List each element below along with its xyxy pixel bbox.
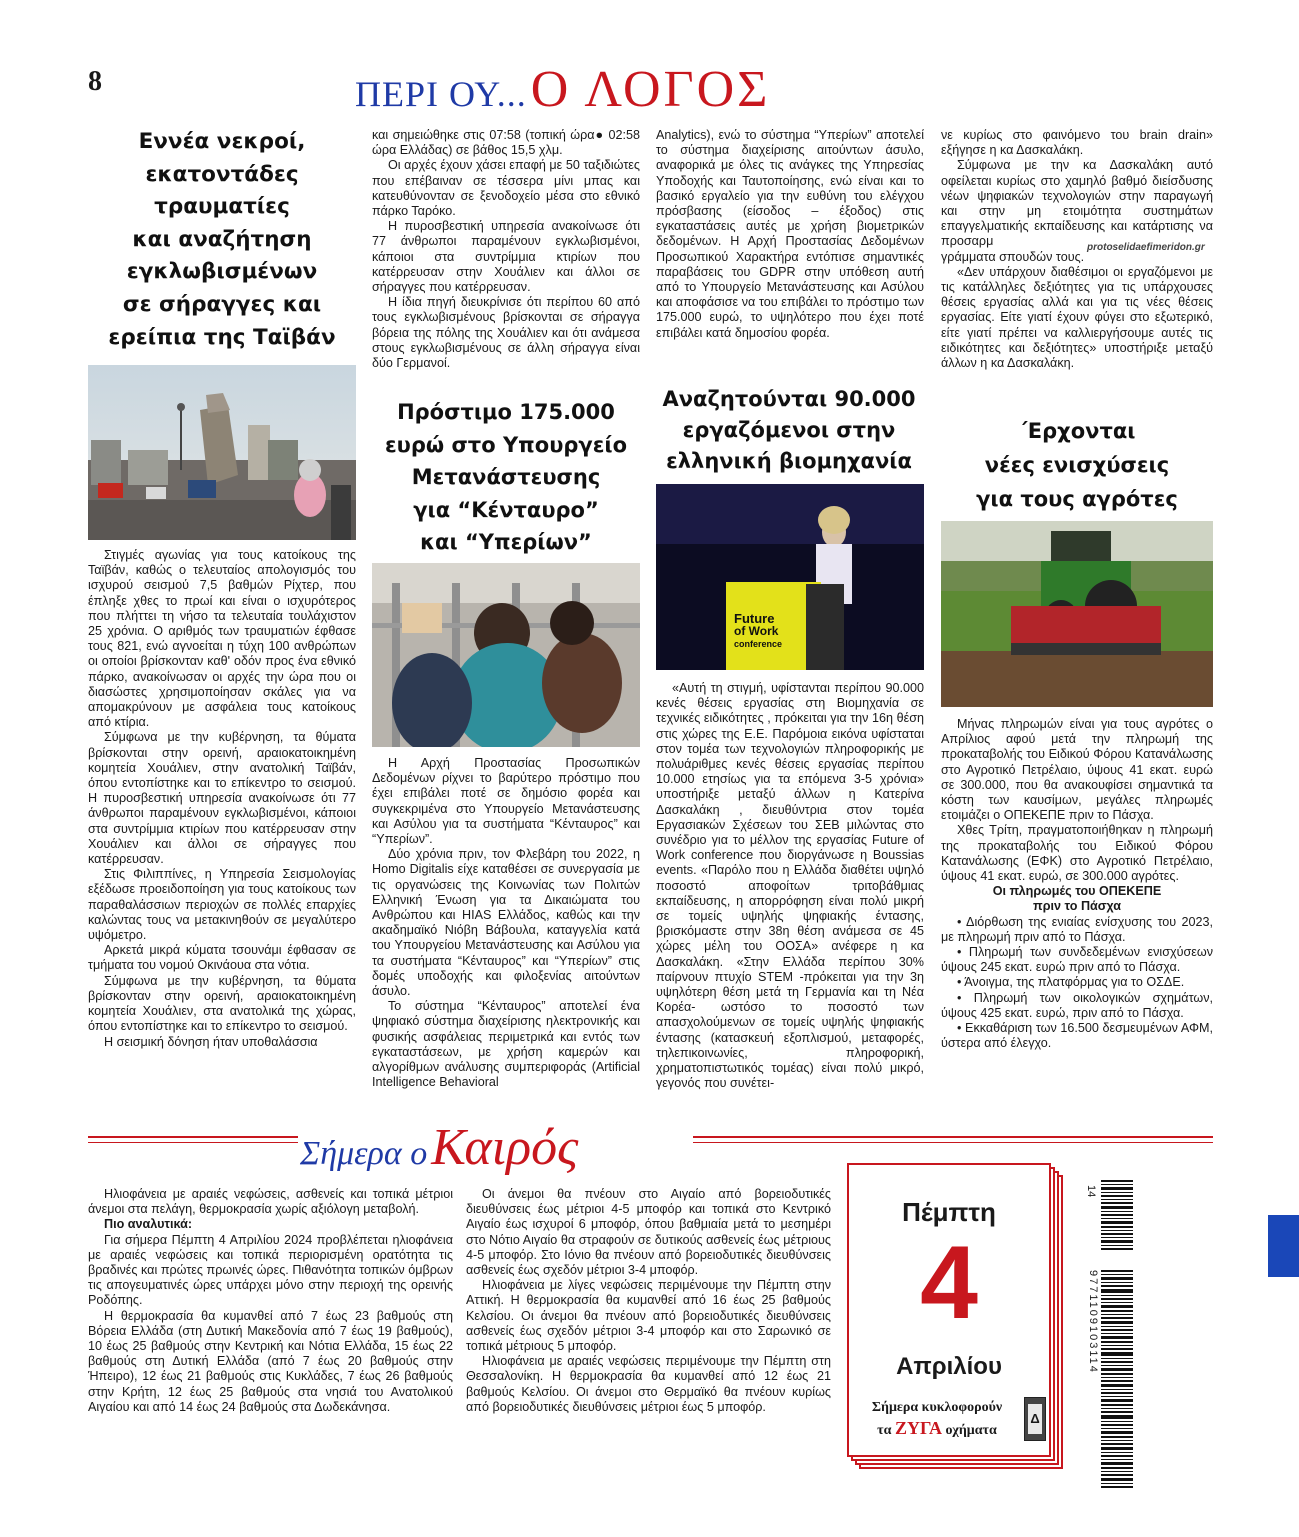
fine-body <box>372 756 640 1108</box>
paragraph: Η ίδια πηγή διευκρίνισε ότι περίπου 60 από τους εγκλωβισμένους βρίσκονται σε σήραγγα βόρεια της πόλης της Χουάλιεν και ότι ανάμεσα στους εγκλωβισμένους σε άλλη σήραγγα είναι δύο Γερμανοί. <box>372 295 640 371</box>
weather-right <box>466 1187 831 1487</box>
weather-left <box>88 1187 453 1487</box>
paragraph: Στιγμές αγωνίας για τους κατοίκους της Ταϊβάν, καθώς ο τελευταίος απολογισμός του ισχυρού σεισμού 7,5 βαθμών Ρίχτερ, που έπληξε χθες το πρωί και είναι ο ισχυρότερος που πλήττει τη νήσο τα τελευταία τουλάχιστον 25 χρόνια. Ο αριθμός των τραυματιών έφθασε τους 821, ενώ αγνοείται η τύχη 100 ανθρώπων οι οποίοι βρίσκονταν καθ' οδόν προς ένα εθνικό πάρκο, ανακοίνωσαν οι αρχές την ώρα που οι διασώστες χρησιμοποίησαν σκάλες για να απομακρύνουν με ασφάλεια τους κατοίκους από κτίρια. <box>88 548 356 730</box>
paragraph: Το σύστημα “Κένταυρος” αποτελεί ένα ψηφιακό σύστημα διαχείρισης ηλεκτρονικής και φυσικής ασφάλειας περιμετρικά και εντός των εγκαταστάσεων, με χρήση καμερών και αλγορίθμων ανάλυσης συμπεριφοράς (Artificial Intelligence Behavioral <box>372 999 640 1090</box>
subhead: Πιο αναλυτικά: <box>104 1217 193 1232</box>
bullet-item: • Εκκαθάριση των 16.500 δεσμευμένων ΑΦΜ, ύστερα από έλεγχο. <box>941 1021 1213 1051</box>
workers-headline <box>648 384 930 477</box>
headline-line: νέες ενισχύσεις <box>984 453 1170 477</box>
masthead-big: Ο ΛΟΓΟΣ <box>530 61 771 118</box>
paragraph: νε κυρίως στο φαινόμενο του brain drain» εξήγησε η κα Δασκαλάκη. <box>941 128 1213 158</box>
workers-continued <box>941 128 1213 398</box>
page-number: 8 <box>88 66 102 97</box>
masthead <box>355 60 955 118</box>
bullet-item: • Πληρωμή των συνδεδεμένων ενισχύσεων ύψους 245 εκατ. ευρώ πριν από το Πάσχα. <box>941 945 1213 975</box>
headline-line: Αναζητούνται 90.000 <box>662 387 916 411</box>
taiwan-headline <box>88 126 356 354</box>
paragraph: γράμματα σπουδών τους. <box>941 249 1085 264</box>
paragraph: Στις Φιλιππίνες, η Υπηρεσία Σεισμολογίας εξέδωσε προειδοποίηση για τους κατοίκους των παραθαλάσσιων περιοχών σε πολλές επαρχίες καλώντας τους να μετακινηθούν σε μεγαλύτερο υψόμετρο. <box>88 867 356 943</box>
paragraph: Ηλιοφάνεια με αραιές νεφώσεις περιμένουμε την Πέμπτη στη Θεσσαλονίκη. Η θερμοκρασία θα κυμανθεί από 12 έως 21 βαθμούς Κελσίου. Οι άνεμοι στο Θερμαϊκό θα πνέουν κυρίως από βορειοδυτικές διευθύνσεις μέτριοι έως 5 μποφόρ. <box>466 1354 831 1414</box>
conference-caption <box>734 612 819 651</box>
side-tab <box>1268 1215 1299 1277</box>
headline-line: ευρώ στο Υπουργείο <box>384 432 628 457</box>
weather-rule-left <box>88 1136 298 1138</box>
plates-line: Σήμερα κυκλοφορούν <box>871 1400 1003 1415</box>
bullet-item: • Πληρωμή των οικολογικών σχημάτων, ύψους 425 εκατ. ευρώ, πριν από το Πάσχα. <box>941 990 1213 1020</box>
plates-prefix: τα <box>877 1423 892 1438</box>
barcode <box>1085 1170 1135 1500</box>
taiwan-photo <box>88 365 356 540</box>
headline-line: Μετανάστευσης <box>411 465 601 490</box>
paragraph: Η Αρχή Προστασίας Προσωπικών Δεδομένων ρίχνει το βαρύτερο πρόστιμο που έχει επιβάλει ποτέ σε δημόσιο φορέα και συγκεκριμένα στο Υπουργείο Μετανάστευσης και Ασύλου για τα συστήματα “Κένταυρος” και “Υπερίων”. <box>372 756 640 847</box>
caption-line: Future <box>734 611 775 626</box>
paragraph: Σύμφωνα με την κυβέρνηση, τα θύματα βρίσκονται στην ορεινή, αραιοκατοικημένη κομητεία Χουάλιεν, στην ανατολική Ταϊβάν, όπου εντοπίστηκε και το επίκεντρο το σεισμού. Η πυροσβεστική υπηρεσία ανακοίνωσε ότι 77 άνθρωποι παραμένουν εγκλωβισμένοι, κάποιοι στα συντρίμμια κτιρίων που κατέρρευσαν στην Χουάλιεν και άλλοι σε σήραγγες που κατέρρευσαν. <box>88 730 356 867</box>
headline-line: εργαζόμενοι στην <box>682 418 896 442</box>
fine-headline <box>372 396 640 559</box>
masthead-small: ΠΕΡΙ ΟΥ... <box>355 74 527 114</box>
farmers-body <box>941 717 1213 1107</box>
paragraph: Χθες Τρίτη, πραγματοποιήθηκαν η πληρωμή της προκαταβολής του Ειδικού Φόρου Κατανάλωσης (ΕΦΚ) στο Αγροτικό Πετρέλαιο, ύψους 41 εκατ. ευρώ, σε 300.000 αγρότες. <box>941 823 1213 884</box>
fine-photo <box>372 563 640 747</box>
paragraph: Αρκετά μικρά κύματα τσουνάμι έφθασαν σε τμήματα του νομού Οκινάουα στα νότια. <box>88 943 356 973</box>
weather-rule-right <box>693 1136 1213 1138</box>
farmers-headline <box>941 414 1213 516</box>
headline-line: ελληνική βιομηχανία <box>666 449 912 473</box>
headline-line: εκατοντάδες <box>145 161 299 187</box>
calendar-day: 4 <box>920 1225 978 1341</box>
subhead: Οι πληρωμές του ΟΠΕΚΕΠΕ <box>992 884 1162 899</box>
watermark: protoselidaefimeridon.gr <box>1087 242 1205 253</box>
caption-line: of Work <box>734 624 779 638</box>
headline-line: και “Υπερίων” <box>420 530 592 555</box>
paragraph: Σύμφωνα με την κα Δασκαλάκη αυτό οφείλεται κυρίως στο χαμηλό βαθμό διείσδυσης νέων ψηφιακών τεχνολογιών στην παραγωγή και στην μη ετοιμότητα συστημάτων επαγγελματικής εκπαίδευσης και κατάρτισης να προσαρμ <box>941 158 1213 249</box>
paragraph: Μήνας πληρωμών είναι για τους αγρότες ο Απρίλιος αφού μετά την πληρωμή της προκαταβολής του Ειδικού Φόρου Κατανάλωσης στο Αγροτικό Πετρέλαιο, ύψους 41 εκατ. ευρώ σε 300.000, που θα ανακουφίσει σημαντικά τα κόστη των καυσίμων, μεγάλες πληρωμές ετοιμάζει ο ΟΠΕΚΕΠΕ πριν το Πάσχα. <box>941 717 1213 823</box>
paragraph: και σημειώθηκε στις 07:58 (τοπική ώρα● 02:58 ώρα Ελλάδας) σε βάθος 15,5 χλμ. <box>372 128 640 158</box>
headline-line: για τους αγρότες <box>976 487 1178 511</box>
plates-notice <box>852 1398 1022 1441</box>
plates-badge-letter: Δ <box>1028 1404 1042 1434</box>
caption-line: conference <box>734 639 783 649</box>
headline-line: εγκλωβισμένων <box>126 259 318 285</box>
farmers-photo <box>941 521 1213 707</box>
headline-line: ΄Ερχονται <box>1018 419 1136 443</box>
headline-line: ερείπια της Ταϊβάν <box>108 324 336 350</box>
headline-line: σε σήραγγες και <box>122 291 322 317</box>
plates-suffix: οχήματα <box>945 1423 997 1438</box>
plates-badge <box>1024 1397 1046 1441</box>
workers-photo <box>656 484 924 670</box>
paragraph: Η σεισμική δόνηση ήταν υποθαλάσσια <box>104 1034 318 1049</box>
paragraph: «Δεν υπάρχουν διαθέσιμοι οι εργαζόμενοι με τις κατάλληλες δεξιότητες για τις υπάρχουσες θέσεις εργασίας αλλά και για τις νέες θέσεις εργασίας. Είτε γιατί έχουν φύγει στο εξωτερικό, είτε γιατί πρέπει να καλλιεργήσουμε αυτές τις ειδικότητες και δεξιότητες» υποστήριξε μεταξύ άλλων η κα Δασκαλάκη. <box>941 264 1213 371</box>
bullet-item: • Άνοιγμα, της πλατφόρμας για το ΟΣΔΕ. <box>957 975 1185 990</box>
fine-continued <box>656 128 924 368</box>
paragraph: Οι άνεμοι θα πνέουν στο Αιγαίο από βορειοδυτικές διευθύνσεις έως μέτριοι 4-5 μποφόρ και τοπικά στο Κεντρικό Αιγαίο έως ισχυροί 6 μποφόρ, όπου βαθμιαία μετά το μεσημέρι στο Νότιο Αιγαίο θα στραφούν σε δυτικούς ασθενείς έως μέτριους 4-5 μποφόρ. Στο Ιόνιο θα πνέουν από βορειοδυτικές διευθύνσεις ασθενείς έως σχεδόν μέτριοι 3-4 μποφόρ. <box>466 1187 831 1278</box>
weather-rule-right-2 <box>693 1142 1213 1143</box>
headline-line: Πρόστιμο 175.000 <box>397 400 615 424</box>
plates-word: ΖΥΓΑ <box>894 1418 943 1438</box>
paragraph: «Αυτή τη στιγμή, υφίστανται περίπου 90.000 κενές θέσεις εργασίας στη Βιομηχανία σε τεχνικές ειδικότητες , πρόκειται για την 16η θέση στις χώρες της Ε.Ε. Παρόμοια εικόνα υφίσταται στον τομέα των τεχνολογιών πληροφορικής με πολυάριθμες κενές θέσεις εργασίας περίπου 10.000 ετησίως για τα επόμενα 3-5 χρόνια» υποστήριξε μεταξύ άλλων η Κατερίνα Δασκαλάκη , διευθύντρια στον τομέα Εργασιακών Σχέσεων του ΣΕΒ μιλώντας στο συνέδριο για το μέλλον της εργασίας Future of Work conference που διοργάνωσε η Boussias events. «Παρόλο που η Ελλάδα διαθέτει υψηλό ποσοστό αποφοίτων τριτοβάθμιας εκπαίδευσης, η απορρόφηση είναι πολύ μικρή σε τομείς υψηλής ψηφιακής έντασης, βρισκόμαστε στην 38η θέση ανάμεσα σε 45 χώρες μέλη του ΟΟΣΑ» ανέφερε η κα Δασκαλάκη. «Στην Ελλάδα περίπου 30% παίρνουν πτυχίο STEM -πρόκειται για την 3η υψηλότερη θέση μετά τη Γερμανία και τη Νέα Κορέα- ωστόσο το ποσοστό των απασχολούμενων σε τομείς υψηλής ψηφιακής έντασης (κατασκευή εξοπλισμού, μεταφορές, τηλεπικοινωνίες, πληροφορική, χρηματοπιστωτικός τομέας) είναι πολύ μικρό, γεγονός που συνέτει- <box>656 681 924 1091</box>
date-calendar <box>845 1163 1067 1473</box>
paragraph: Δύο χρόνια πριν, τον Φλεβάρη του 2022, η Homo Digitalis είχε καταθέσει σε συνεργασία με τις οργανώσεις της Κοινωνίας των Πολιτών Ελληνική Ένωση για τα Δικαιώματα του Ανθρώπου και HIAS Ελλάδος, καθώς και την ακαδημαϊκό Νιόβη Βάβουλα, καταγγελία κατά του Υπουργείου Μετανάστευσης και Ασύλου για τα συστήματα “Κένταυρος” και “Υπερίων” στις δομές υποδοχής και φιλοξενίας αιτούντων άσυλο. <box>372 847 640 999</box>
paragraph: Analytics), ενώ το σύστημα “Υπερίων” αποτελεί το σύστημα διαχείρισης αιτούντων άσυλο, αναφορικά με όλες τις ανάγκες της Υπηρεσίας Υποδοχής και Ταυτοποίησης, ενώ είναι και το βασικό εργαλείο για την ευθύνη του ελέγχου πρόσβασης (είσοδος – έξοδος) στις εγκαταστάσεις αυτές με χρήση βιομετρικών δεδομένων. Η Αρχή Προστασίας Δεδομένων Προσωπικού Χαρακτήρα εντόπισε σημαντικές παραβάσεις του GDPR στην υπόθεση αυτή από το Υπουργείο Μετανάστευσης και Ασύλου και αποφάσισε να του επιβάλει το πρόστιμο των 175.000 ευρώ, το υψηλότερο που έχει ποτέ επιβάλει κατά δημοσίου φορέα. <box>656 128 924 340</box>
calendar-front-page <box>847 1163 1051 1457</box>
calendar-month: Απριλίου <box>896 1353 1002 1380</box>
barcode-number: 9771109103114 <box>1087 1270 1099 1374</box>
headline-line: Εννέα νεκροί, <box>138 129 306 154</box>
bullet-item: • Διόρθωση της ενιαίας ενίσχυσης του 2023, με πληρωμή πριν από το Πάσχα. <box>941 914 1213 944</box>
headline-line: για “Κένταυρο” <box>413 497 599 522</box>
weather-title-small: Σήμερα ο <box>300 1135 428 1172</box>
paragraph: Για σήμερα Πέμπτη 4 Απριλίου 2024 προβλέπεται ηλιοφάνεια με αραιές νεφώσεις και τοπικά περιορισμένη ορατότητα τις βραδινές και πρώτες πρωινές ώρες. Πιθανότητα τοπικών όμβρων τις απογευματινές ώρες υπάρχει μόνο στην περιοχή της ορεινής Ροδόπης. <box>88 1232 453 1308</box>
paragraph: Σύμφωνα με την κυβέρνηση, τα θύματα βρίσκονταν στην ορεινή, αραιοκατοικημένη κομητεία Χουάλιεν, στα ανατολικά της χώρας, όπου εντοπίστηκε και το επίκεντρο το σεισμού. <box>88 973 356 1034</box>
workers-body <box>656 681 924 1109</box>
weather-rule-left-2 <box>88 1142 298 1143</box>
paragraph: Οι αρχές έχουν χάσει επαφή με 50 ταξιδιώτες που επέβαιναν σε τέσσερα μίνι μπας και κατευθύνονταν σε ξενοδοχείο μέσα στο εθνικό πάρκο Ταρόκο. <box>372 158 640 219</box>
weather-title <box>300 1118 700 1177</box>
taiwan-continued <box>372 128 640 373</box>
paragraph: Ηλιοφάνεια με λίγες νεφώσεις περιμένουμε την Πέμπτη στην Αττική. Η θερμοκρασία θα κυμανθεί από 16 έως 25 βαθμούς Κελσίου. Οι άνεμοι θα πνέουν από βορειοδυτικές διευθύνσεις ασθενείς έως σχεδόν μέτριοι 3-4 μποφόρ και στο Σαρωνικό σε τοπικά μέτριους 5 μποφόρ. <box>466 1278 831 1354</box>
paragraph: Η θερμοκρασία θα κυμανθεί από 7 έως 23 βαθμούς στη Βόρεια Ελλάδα (στη Δυτική Μακεδονία από 7 έως 19 βαθμούς), 10 έως 25 βαθμούς στην Κεντρική και Νότια Ελλάδα, 15 έως 22 βαθμούς στη Δυτική Ελλάδα (από 7 έως 20 βαθμούς στην Ήπειρο), 12 έως 21 βαθμούς στις Κυκλάδες, 7 έως 26 βαθμούς στην Κρήτη, 12 έως 25 βαθμούς στα νησιά του Ανατολικού Αιγαίου και από 14 έως 24 βαθμούς στα Δωδεκάνησα. <box>88 1308 453 1414</box>
weather-title-big: Καιρός <box>431 1119 579 1176</box>
taiwan-body <box>88 548 356 1110</box>
paragraph: Ηλιοφάνεια με αραιές νεφώσεις, ασθενείς και τοπικά μέτριοι άνεμοι στα πελάγη, θερμοκρασία χωρίς αξιόλογη μεταβολή. <box>88 1187 453 1217</box>
barcode-issue: 14 <box>1085 1185 1097 1198</box>
headline-line: και αναζήτηση <box>132 226 312 252</box>
headline-line: τραυματίες <box>154 194 290 220</box>
paragraph: Η πυροσβεστική υπηρεσία ανακοίνωσε ότι 77 άνθρωποι παραμένουν εγκλωβισμένοι, κάποιοι στα συντρίμμια κτιρίων που κατέρρευσαν στην Χουάλιεν και άλλοι σε σήραγγες που κατέρρευσαν. <box>372 219 640 295</box>
calendar-weekday: Πέμπτη <box>902 1197 996 1227</box>
subhead: πριν το Πάσχα <box>1033 899 1121 914</box>
